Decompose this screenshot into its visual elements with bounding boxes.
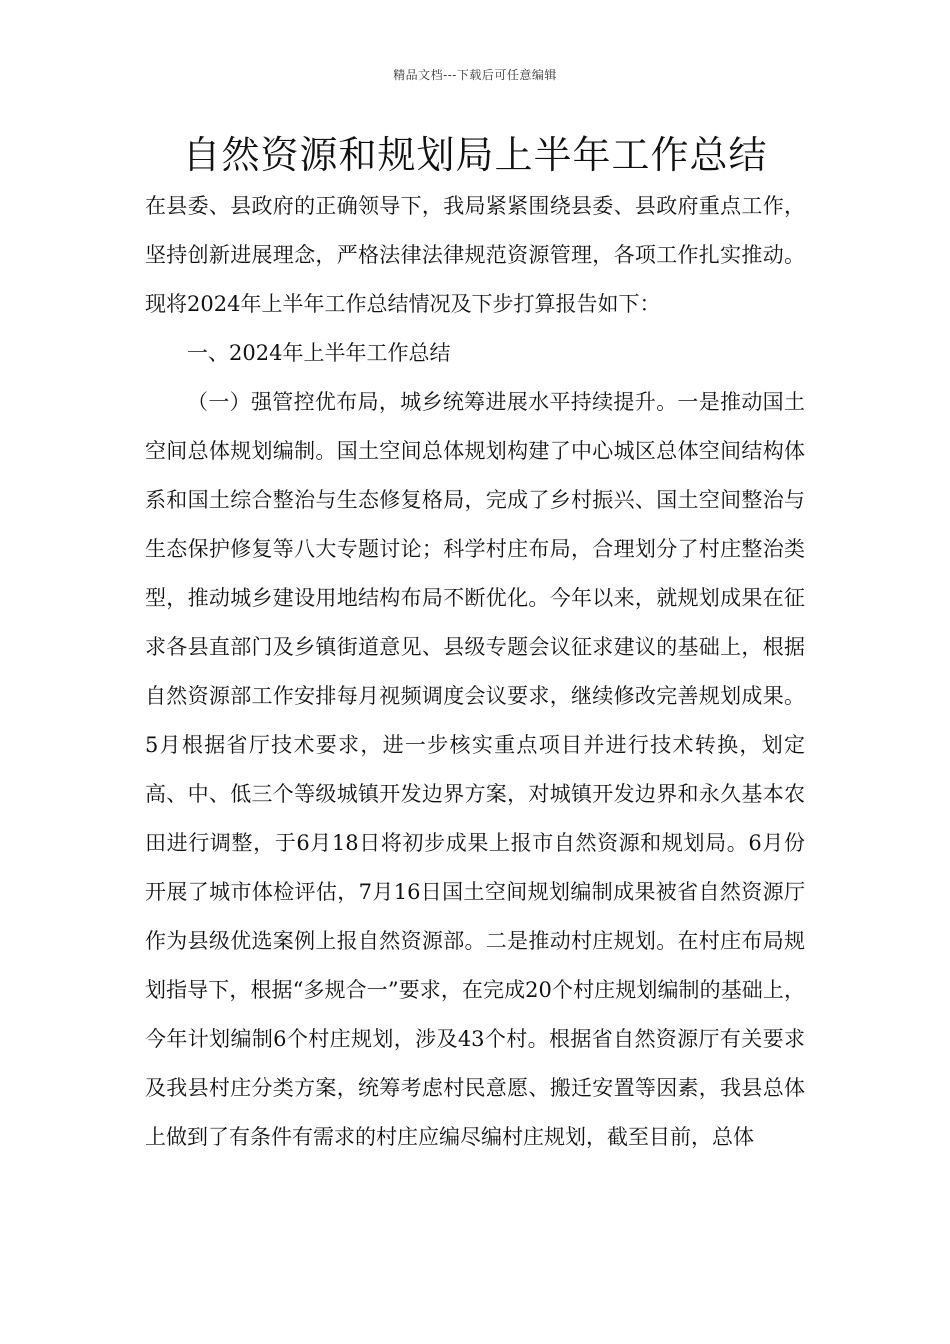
document-body bbox=[145, 182, 805, 1162]
document-title: 自然资源和规划局上半年工作总结 bbox=[182, 133, 768, 177]
intro-paragraph: 在县委、县政府的正确领导下，我局紧紧围绕县委、县政府重点工作，坚持创新进展理念，严格法律法律规范资源管理，各项工作扎实推动。现将2024年上半年工作总结情况及下步打算报告如下： bbox=[145, 194, 805, 316]
section-heading: 一、2024年上半年工作总结 bbox=[187, 341, 451, 365]
body-paragraph: （一）强管控优布局，城乡统筹进展水平持续提升。一是推动国土空间总体规划编制。国土空间总体规划构建了中心城区总体空间结构体系和国土综合整治与生态修复格局，完成了乡村振兴、国土空间整治与生态保护修复等八大专题讨论；科学村庄布局，合理划分了村庄整治类型，推动城乡建设用地结构布局不断优化。今年以来，就规划成果在征求各县直部门及乡镇街道意见、县级专题会议征求建议的基础上，根据自然资源部工作安排每月视频调度会议要求，继续修改完善规划成果。5月根据省厅技术要求，进一步核实重点项目并进行技术转换，划定高、中、低三个等级城镇开发边界方案，对城镇开发边界和永久基本农田进行调整，于6月18日将初步成果上报市自然资源和规划局。6月份开展了城市体检评估，7月16日国土空间规划编制成果被省自然资源厅作为县级优选案例上报自然资源部。二是推动村庄规划。在村庄布局规划指导下，根据“多规合一”要求，在完成20个村庄规划编制的基础上，今年计划编制6个村庄规划，涉及43个村。根据省自然资源厅有关要求及我县村庄分类方案，统筹考虑村民意愿、搬迁安置等因素，我县总体上做到了有条件有需求的村庄应编尽编村庄规划，截至目前，总体 bbox=[145, 390, 805, 1149]
page-header: 精品文档---下载后可任意编辑 bbox=[393, 68, 557, 82]
